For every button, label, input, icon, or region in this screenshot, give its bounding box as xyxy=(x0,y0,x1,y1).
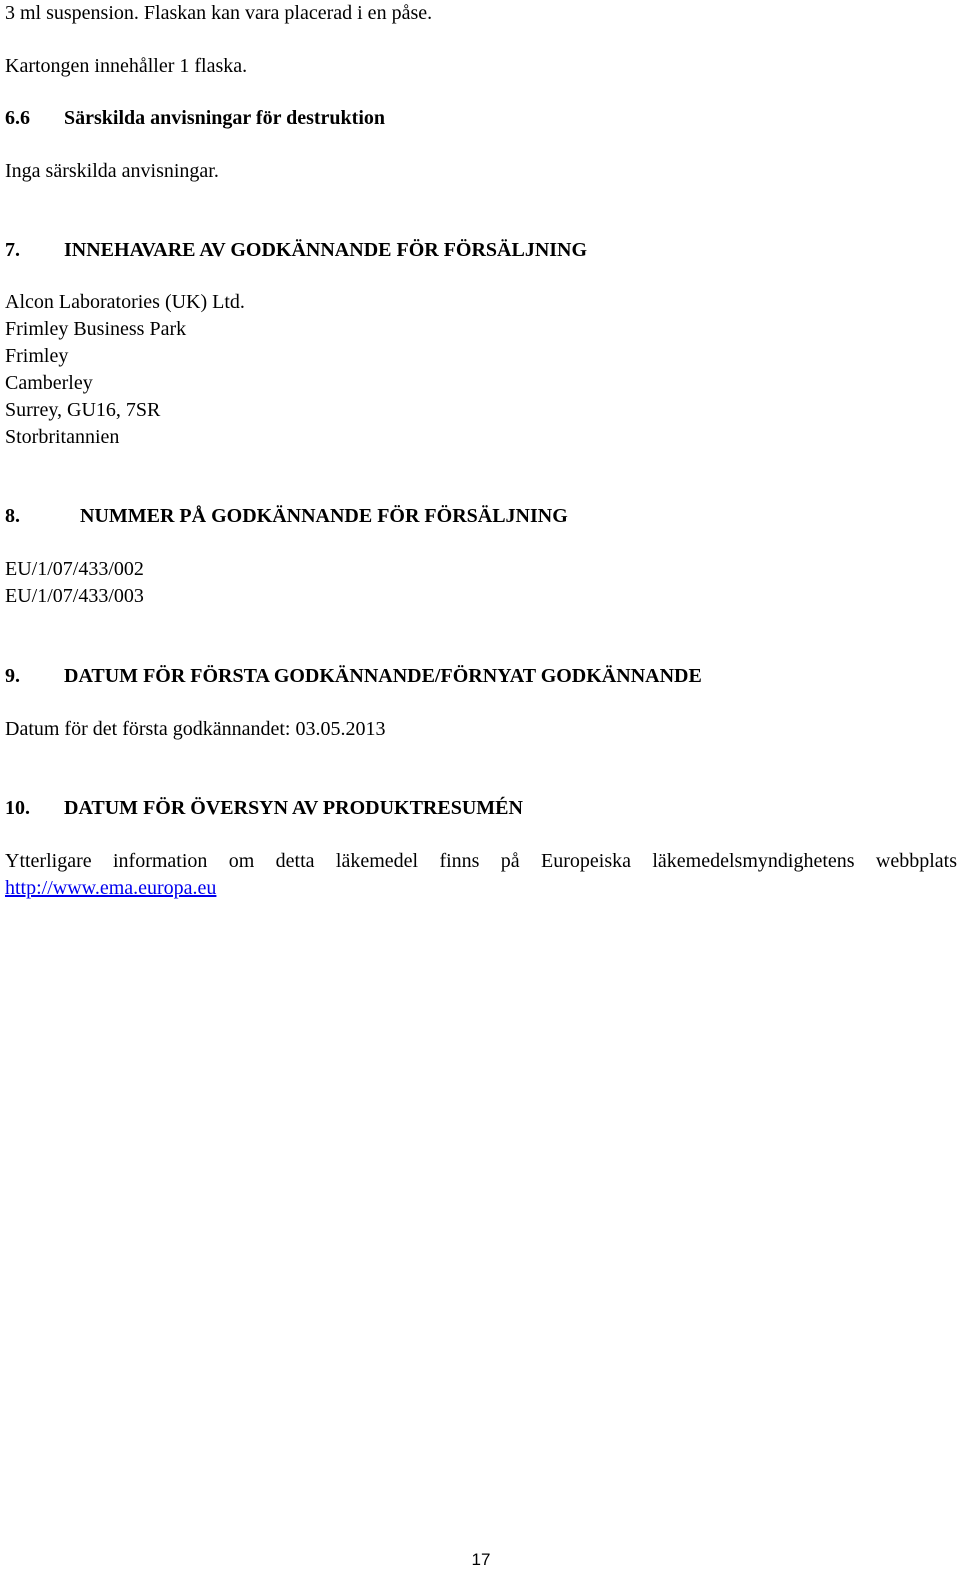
authorisation-numbers xyxy=(5,556,144,610)
section-6-6-number: 6.6 xyxy=(5,107,30,129)
authorisation-number-1: EU/1/07/433/002 xyxy=(5,558,144,580)
section-10-number: 10. xyxy=(5,797,30,819)
address-line-city: Camberley xyxy=(5,372,93,394)
ema-link-line xyxy=(5,876,216,900)
section-6-6-heading xyxy=(5,106,385,130)
section-10-body: Ytterligare information om detta läkemedel finns på Europeiska läkemedelsmyndighetens webbplats xyxy=(5,850,957,872)
address-line-park: Frimley Business Park xyxy=(5,318,187,340)
intro-line-2: Kartongen innehåller 1 flaska. xyxy=(5,55,248,77)
page-number: 17 xyxy=(471,1550,491,1569)
ema-website-link[interactable]: http://www.ema.europa.eu xyxy=(5,877,217,899)
section-10-title: DATUM FÖR ÖVERSYN AV PRODUKTRESUMÉN xyxy=(64,797,523,819)
section-9-number: 9. xyxy=(5,665,20,687)
section-8-title: NUMMER PÅ GODKÄNNANDE FÖR FÖRSÄLJNING xyxy=(80,505,568,527)
section-8-heading xyxy=(5,504,568,528)
section-10-heading xyxy=(5,796,523,820)
section-9-title: DATUM FÖR FÖRSTA GODKÄNNANDE/FÖRNYAT GODKÄNNANDE xyxy=(64,665,702,687)
section-8-number: 8. xyxy=(5,505,20,527)
address-line-country: Storbritannien xyxy=(5,426,120,448)
section-6-6-body: Inga särskilda anvisningar. xyxy=(5,160,219,182)
section-7-title: INNEHAVARE AV GODKÄNNANDE FÖR FÖRSÄLJNING xyxy=(64,239,588,261)
address-line-postcode: Surrey, GU16, 7SR xyxy=(5,399,161,421)
section-9-body: Datum för det första godkännandet: 03.05.2013 xyxy=(5,718,386,740)
address-line-town: Frimley xyxy=(5,345,69,367)
authorisation-number-2: EU/1/07/433/003 xyxy=(5,585,144,607)
intro-line-1: 3 ml suspension. Flaskan kan vara placerad i en påse. xyxy=(5,2,433,24)
holder-address xyxy=(5,289,245,451)
address-line-company: Alcon Laboratories (UK) Ltd. xyxy=(5,291,245,313)
section-7-number: 7. xyxy=(5,239,20,261)
section-9-heading xyxy=(5,664,702,688)
section-7-heading xyxy=(5,238,587,262)
section-6-6-title: Särskilda anvisningar för destruktion xyxy=(64,107,386,129)
